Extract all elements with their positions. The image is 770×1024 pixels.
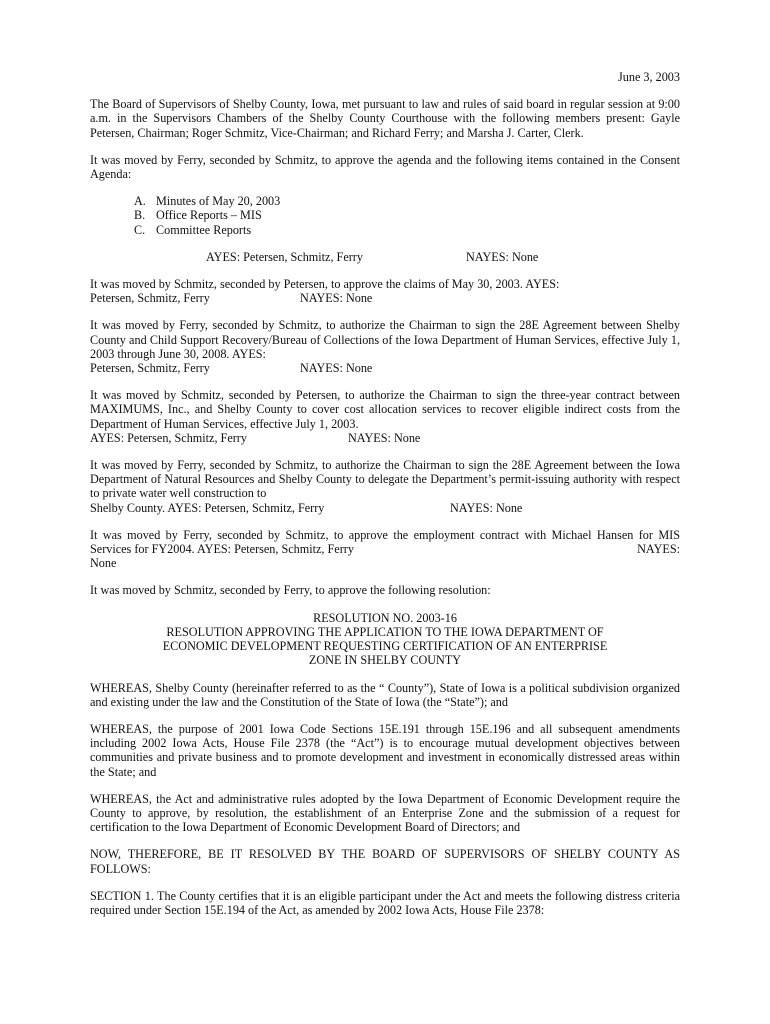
resolution-title-line: ZONE IN SHELBY COUNTY (308, 653, 462, 668)
resolution-title-line: ECONOMIC DEVELOPMENT REQUESTING CERTIFICATION OF AN ENTERPRISE (162, 639, 608, 654)
motion-ayes-names: Petersen, Schmitz, Ferry (90, 361, 210, 376)
consent-item-text: Committee Reports (156, 222, 252, 237)
minutes-body (90, 70, 680, 930)
motion-nayes: NAYES: None (348, 430, 421, 445)
motion-text: It was moved by Ferry, seconded by Schmitz, to authorize the Chairman to sign the 28E Agreement between Shelby County and Child Support Recovery/Bureau of Collections of the Iowa Department of Human Services, effective July 1, 2003 through June 30, 2008. AYES: (90, 318, 680, 361)
motion-ayes: AYES: Petersen, Schmitz, Ferry (90, 430, 247, 445)
motion-ayes-names: Petersen, Schmitz, Ferry (90, 291, 210, 306)
motion-nayes: NAYES: None (450, 500, 523, 515)
vote-ayes: AYES: Petersen, Schmitz, Ferry (206, 249, 363, 264)
consent-agenda-list (90, 194, 680, 237)
motion-text: It was moved by Schmitz, seconded by Petersen, to approve the claims of May 30, 2003. AYES: (90, 277, 560, 292)
consent-item (134, 208, 680, 222)
employment-contract-motion (90, 528, 680, 571)
consent-item-letter: B. (134, 208, 146, 223)
agenda-motion: It was moved by Ferry, seconded by Schmitz, to approve the agenda and the following items contained in the Consent Agenda: (90, 152, 680, 182)
resolution-title-line: RESOLUTION APPROVING THE APPLICATION TO THE IOWA DEPARTMENT OF (166, 624, 604, 639)
intro-paragraph: The Board of Supervisors of Shelby County, Iowa, met pursuant to law and rules of said board in regular session at 9:00 a.m. in the Supervisors Chambers of the Shelby County Courthouse with the following members present: Gayle Petersen, Chairman; Roger Schmitz, Vice-Chairman; and Richard Ferry; and Marsha J. Carter, Clerk. (90, 97, 680, 140)
consent-vote (90, 250, 680, 264)
motion-text: It was moved by Ferry, seconded by Schmitz, to approve the employment contract with Michael Hansen for MIS Services for FY2004. AYES: Petersen, Schmitz, Ferry (90, 527, 680, 557)
consent-item (134, 223, 680, 237)
whereas-paragraph: WHEREAS, the purpose of 2001 Iowa Code Sections 15E.191 through 15E.196 and all subsequent amendments including 2002 Iowa Acts, House File 2378 (the “Act”) is to encourage mutual development objectives between communities and private business and to promote development and investment in economically distressed areas within the State; and (90, 721, 680, 779)
consent-item-letter: C. (134, 222, 146, 237)
claims-motion (90, 277, 680, 305)
motion-text: It was moved by Ferry, seconded by Schmitz, to authorize the Chairman to sign the 28E Agreement between the Iowa Department of Natural Resources and Shelby County to delegate the Department’s permit-issuing authority with respect to private water well construction to (90, 458, 680, 501)
vote-nayes: NAYES: None (466, 249, 539, 264)
motion-ayes: Shelby County. AYES: Petersen, Schmitz, Ferry (90, 500, 325, 515)
resolution-number: RESOLUTION NO. 2003-16 (313, 610, 457, 625)
consent-item-text: Minutes of May 20, 2003 (156, 194, 281, 209)
whereas-paragraph: WHEREAS, Shelby County (hereinafter referred to as the “ County”), State of Iowa is a political subdivision organized and existing under the law and the Constitution of the State of Iowa (the “State”); and (90, 680, 680, 709)
motion-nayes-value: None (90, 556, 117, 571)
section-1-paragraph: SECTION 1. The County certifies that it is an eligible participant under the Act and meets the following distress criteria required under Section 15E.194 of the Act, as amended by 2002 Iowa Acts, House File 2378: (90, 888, 680, 917)
now-therefore-paragraph: NOW, THEREFORE, BE IT RESOLVED BY THE BOARD OF SUPERVISORS OF SHELBY COUNTY AS FOLLOWS: (90, 847, 680, 876)
motion-nayes: NAYES: (637, 542, 680, 557)
consent-item-letter: A. (134, 194, 146, 209)
resolution-motion: It was moved by Schmitz, seconded by Ferry, to approve the following resolution: (90, 583, 491, 598)
dnr-28e-motion (90, 458, 680, 515)
child-support-28e-motion (90, 318, 680, 375)
consent-item-text: Office Reports – MIS (156, 208, 262, 223)
motion-text: It was moved by Schmitz, seconded by Petersen, to authorize the Chairman to sign the three-year contract between MAXIMUMS, Inc., and Shelby County to cover cost allocation services to recover eligible indirect costs from the Department of Human Services, effective July 1, 2003. (90, 388, 680, 431)
maximus-contract-motion (90, 388, 680, 445)
consent-item (134, 194, 680, 208)
whereas-paragraph: WHEREAS, the Act and administrative rules adopted by the Iowa Department of Economic Development require the County to approve, by resolution, the establishment of an Enterprise Zone and the submission of a request for certification to the Iowa Department of Economic Development Board of Directors; and (90, 791, 680, 835)
resolution-heading (90, 611, 680, 668)
meeting-date: June 3, 2003 (618, 70, 680, 84)
motion-nayes: NAYES: None (300, 361, 373, 376)
motion-nayes: NAYES: None (300, 291, 373, 306)
